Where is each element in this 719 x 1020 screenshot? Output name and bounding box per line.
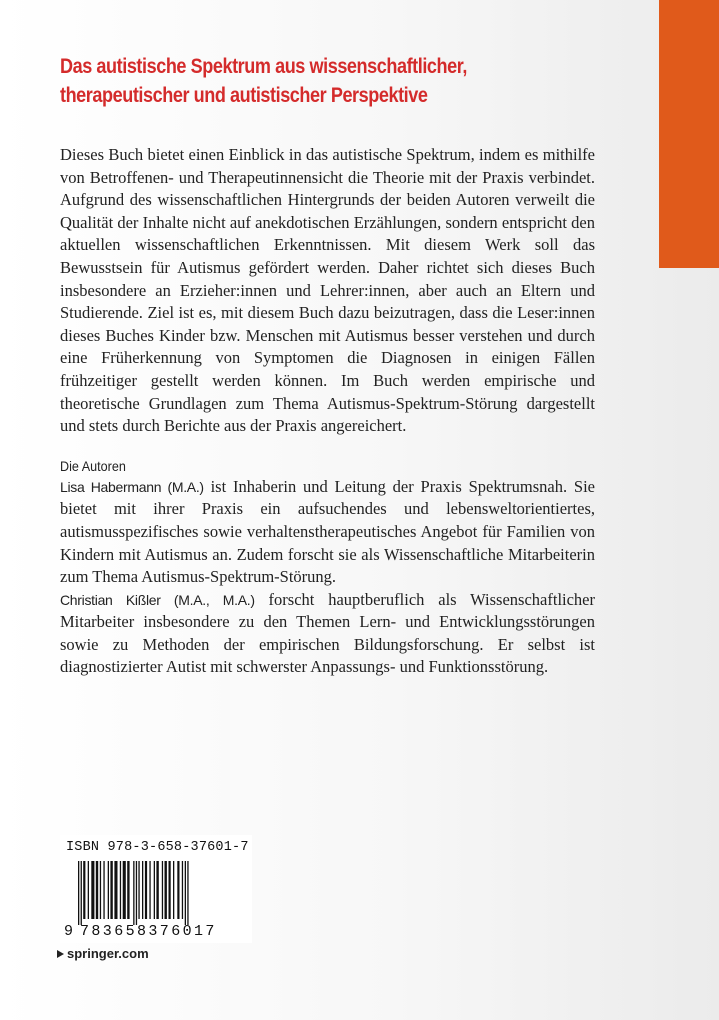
barcode-bar	[162, 861, 163, 919]
barcode-bar	[173, 861, 174, 919]
barcode-bar	[187, 861, 188, 925]
author-name-kissler: Christian Kißler (M.A., M.A.)	[60, 591, 255, 608]
barcode-bar	[108, 861, 109, 919]
book-description: Dieses Buch bietet einen Einblick in das autistische Spektrum, indem es mithilfe von Betroffenen- und Therapeutinnensicht die Theorie mit der Praxis verbindet. Aufgrund des wissenschaftlichen Hintergrunds der beiden Autoren verweilt die Qualität der Inhalte nicht auf anekdotischen Erzählungen, sondern entspricht den aktuellen wissenschaftlichen Erkenntnissen. Mit diesem Werk soll das Bewusstsein für Autismus gefördert werden. Daher richtet sich dieses Buch insbesondere an Erzieher:innen und Lehrer:innen, aber auch an Eltern und Studierende. Ziel ist es, mit diesem Buch dazu beizutragen, dass die Leser:innen dieses Buches Kinder bzw. Menschen mit Autismus besser verstehen und durch eine Früherkennung von Symptomen die Diagnosen in einigen Fällen frühzeitiger gestellt werden können. Im Buch werden empirische und theoretische Grundlagen zum Thema Autismus-Spektrum-Störung dargestellt und stets durch Berichte aus der Praxis angereichert.	[60, 145, 595, 436]
barcode-bar	[177, 861, 179, 919]
barcode-bar	[154, 861, 155, 919]
barcode-bar	[138, 861, 139, 919]
arrow-right-icon	[57, 950, 64, 958]
barcode-bar	[103, 861, 104, 919]
author-text-habermann: ist Inhaberin und Leitung der Praxis Spektrumsnah. Sie bietet mit ihrer Praxis ein aufsuchendes und lebensweltorientiertes, autismusspezifisches sowie verhaltenstherapeutisches Angebot für Familien von Kindern mit Autismus an. Zudem forscht sie als Wissenschaftliche Mitarbeiterin zum Thema Autismus-Spektrum-Störung.	[60, 476, 595, 587]
author-name-habermann: Lisa Habermann (M.A.)	[60, 478, 204, 495]
back-cover-content	[60, 52, 595, 679]
barcode-bar	[110, 861, 112, 919]
headline-line-2: therapeutischer und autistischer Perspektive	[60, 84, 428, 107]
barcode-bar	[114, 861, 117, 919]
author-bio-habermann	[60, 476, 595, 589]
author-bio-kissler	[60, 589, 595, 679]
barcode-bar	[145, 861, 147, 919]
author-text-kissler: forscht hauptberuflich als Wissenschaftlicher Mitarbeiter insbesondere zu den Themen Lern- und Entwicklungsstörungen sowie zu Methoden der empirischen Bildungsforschung. Er selbst ist diagnostizierter Autist mit schwerster Anpassungs- und Funktionsstörung.	[60, 589, 596, 677]
barcode-bar	[149, 861, 150, 919]
barcode-bar	[127, 861, 129, 919]
barcode-bar	[169, 861, 171, 919]
ean-first-digit: 9	[64, 923, 74, 940]
isbn-barcode	[60, 835, 252, 943]
barcode-bar	[142, 861, 143, 919]
authors-heading: Die Autoren	[60, 457, 126, 474]
barcode-bar	[156, 861, 158, 919]
barcode-bar	[88, 861, 89, 919]
barcode-bar	[136, 861, 137, 925]
headline	[60, 52, 658, 110]
isbn-number: ISBN 978-3-658-37601-7	[66, 840, 249, 855]
publisher-link[interactable]	[57, 946, 149, 961]
barcode-bar	[120, 861, 121, 919]
barcode-bar	[185, 861, 186, 925]
headline-line-1: Das autistische Spektrum aus wissenschaftlicher,	[60, 55, 467, 78]
ean-digits: 783658376017	[80, 923, 217, 940]
barcode-bar	[91, 861, 94, 919]
barcode-bar	[123, 861, 126, 919]
barcode-bar	[133, 861, 134, 925]
publisher-url: springer.com	[67, 946, 149, 961]
barcode-bar	[78, 861, 79, 925]
orange-accent-tab	[659, 0, 719, 268]
barcode-bar	[182, 861, 183, 919]
barcode-bar	[96, 861, 98, 919]
barcode-bar	[165, 861, 167, 919]
barcode-bar	[100, 861, 101, 919]
barcode-bar	[83, 861, 85, 919]
barcode-bar	[81, 861, 82, 925]
